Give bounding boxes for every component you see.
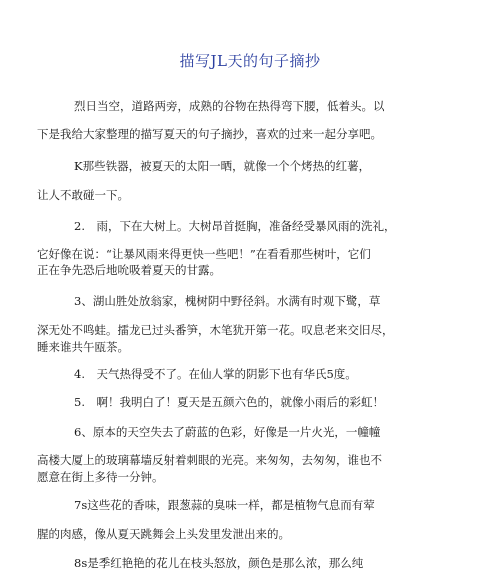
paragraph-line: 8s是季红艳艳的花儿在枝头怒放，颜色是那么浓，那么纯 [74,556,364,570]
paragraph-line: 烈日当空，道路两旁，成熟的谷物在热得弯下腰，低着头。以 [74,99,385,113]
paragraph-line: 让人不敢碰一下。 [37,188,129,202]
paragraph-line: 6、原本的天空失去了蔚蓝的色彩，好像是一片火光，一幢幢 [74,425,381,439]
paragraph-line: 深无处不鸣蛙。擂龙已过头番笋，木笔犹开第一花。叹息老来交旧尽， [37,323,394,337]
paragraph-line: 它好像在说：“让暴风雨来得更快一些吧！”在看看那些树叶，它们 [37,247,371,261]
paragraph-line: 7s这些花的香味，跟葱蒜的臭味一样，都是植物气息而有荤 [74,498,375,512]
paragraph-line: 5. 啊！我明白了！夏天是五颜六色的，就像小雨后的彩虹！ [74,395,384,409]
paragraph-line: 下是我给大家整理的描写夏天的句子摘抄，喜欢的过来一起分享吧。 [37,127,382,141]
paragraph-line: 4. 天气热得受不了。在仙人掌的阴影下也有华氏5度。 [74,367,357,381]
document-title: 描写JL天的句子摘抄 [179,52,321,70]
paragraph-line: 3、湖山胜处放翁家，槐树阴中野径斜。水满有时观下鹭，草 [74,294,381,308]
paragraph-line: K那些铁器，被夏天的太阳一晒，就像一个个烤热的红薯， [74,159,371,173]
paragraph-line: 愿意在街上多待一分钟。 [37,470,164,484]
paragraph-line: 2. 雨，下在大树上。大树昂首挺胸，准备经受暴风雨的洗礼， [74,219,396,233]
paragraph-line: 腥的肉感，像从夏天跳舞会上头发里发泄出来的。 [37,527,290,541]
paragraph-line: 正在争先恐后地吮吸着夏天的甘露。 [37,263,221,277]
paragraph-line: 高楼大厦上的玻璃幕墙反射着刺眼的光亮。来匆匆，去匆匆，谁也不 [37,453,382,467]
paragraph-line: 睡来谁共午瓯茶。 [37,340,129,354]
